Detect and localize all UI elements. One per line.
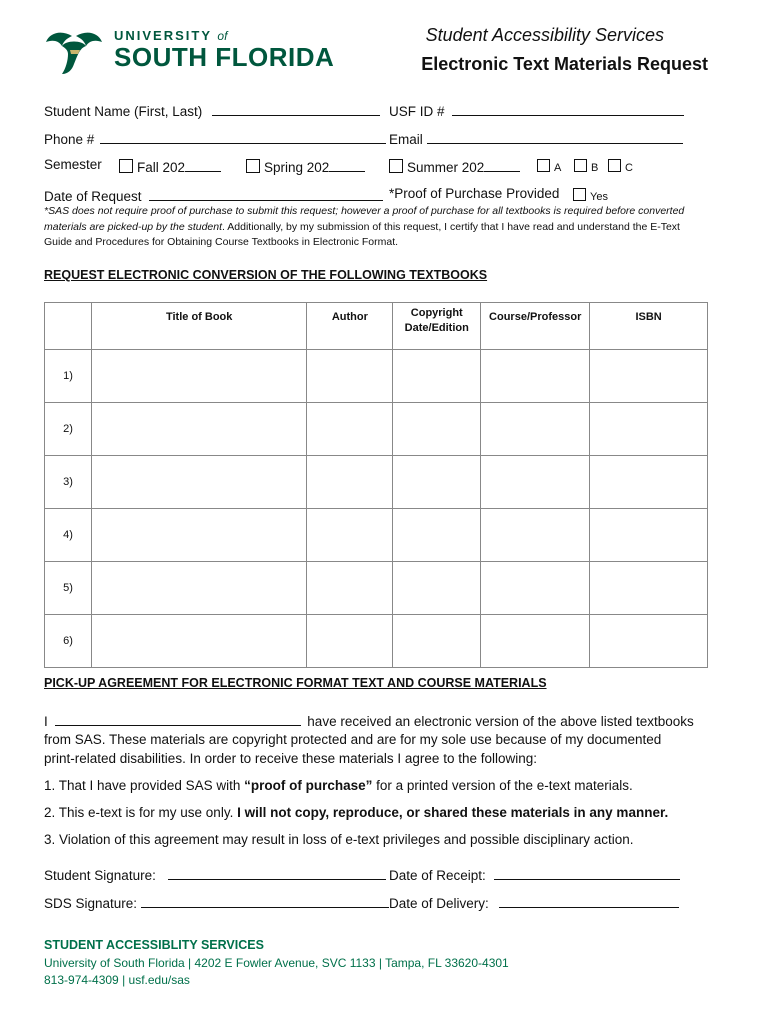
logo-south-florida-text: SOUTH FLORIDA: [114, 42, 335, 72]
semester-label: Semester: [44, 157, 102, 172]
copyright-cell[interactable]: [393, 456, 481, 509]
phone-row: [44, 129, 386, 147]
title-cell[interactable]: [91, 615, 307, 668]
usf-id-field[interactable]: [452, 101, 684, 116]
note-italic-text: *SAS does not require proof of purchase to submit this request; however a proof of purchase for all textbooks is required before converted materials are picked-up by the student: [44, 205, 685, 233]
spring-label: Spring 202: [264, 160, 330, 175]
isbn-cell[interactable]: [590, 509, 708, 562]
author-cell[interactable]: [307, 350, 393, 403]
isbn-cell[interactable]: [590, 350, 708, 403]
footer-contact: 813-974-4309 | usf.edu/sas: [44, 973, 190, 987]
table-row: [45, 562, 708, 615]
intro-i: I: [44, 714, 48, 729]
student-signature-field[interactable]: [168, 865, 386, 880]
author-cell[interactable]: [307, 456, 393, 509]
summer-label: Summer 202: [407, 160, 485, 175]
spring-checkbox[interactable]: [246, 159, 260, 173]
usf-id-label: USF ID #: [389, 104, 445, 119]
phone-label: Phone #: [44, 132, 95, 147]
proof-of-purchase-row: [389, 186, 559, 201]
agreement-item-3: 3. Violation of this agreement may result in loss of e-text privileges and possible disciplinary action.: [44, 832, 634, 847]
proof-yes-checkbox[interactable]: [573, 188, 586, 201]
item2-bold: I will not copy, reproduce, or shared these materials in any manner.: [237, 805, 669, 820]
copyright-cell[interactable]: [393, 350, 481, 403]
pickup-section-heading: PICK-UP AGREEMENT FOR ELECTRONIC FORMAT TEXT AND COURSE MATERIALS: [44, 676, 547, 690]
fall-year-field[interactable]: [185, 157, 221, 172]
session-b-label: B: [591, 162, 599, 174]
student-name-label: Student Name (First, Last): [44, 104, 203, 119]
date-of-receipt-row: [389, 865, 680, 883]
item2-text: 2. This e-text is for my use only.: [44, 805, 238, 820]
proof-of-purchase-label: *Proof of Purchase Provided: [389, 186, 560, 201]
date-of-receipt-label: Date of Receipt:: [389, 868, 486, 883]
row-number: 2): [45, 403, 92, 456]
col-header-isbn: ISBN: [590, 303, 708, 350]
intro-text: have received an electronic version of the above listed textbooks: [307, 714, 694, 729]
course-cell[interactable]: [481, 615, 590, 668]
sds-signature-row: [44, 893, 389, 911]
col-header-course: Course/Professor: [481, 303, 590, 350]
session-a-label: A: [554, 162, 562, 174]
email-field[interactable]: [427, 129, 683, 144]
table-row: [45, 456, 708, 509]
date-of-delivery-field[interactable]: [499, 893, 679, 908]
item1-text: 1. That I have provided SAS with: [44, 778, 245, 793]
summer-year-field[interactable]: [484, 157, 520, 172]
footer-org: STUDENT ACCESSIBLITY SERVICES: [44, 938, 264, 952]
author-cell[interactable]: [307, 615, 393, 668]
row-number: 6): [45, 615, 92, 668]
course-cell[interactable]: [481, 403, 590, 456]
isbn-cell[interactable]: [590, 403, 708, 456]
col-header-title: Title of Book: [91, 303, 307, 350]
fall-checkbox[interactable]: [119, 159, 133, 173]
footer-address: University of South Florida | 4202 E Fowler Avenue, SVC 1133 | Tampa, FL 33620-4301: [44, 956, 509, 970]
col-header-author: Author: [307, 303, 393, 350]
item1-bold: “proof of purchase”: [244, 778, 373, 793]
textbook-request-table: [44, 302, 708, 668]
logo-university-text: UNIVERSITY of: [114, 28, 228, 43]
col-header-number: [45, 303, 92, 350]
table-row: [45, 403, 708, 456]
phone-field[interactable]: [100, 129, 386, 144]
course-cell[interactable]: [481, 562, 590, 615]
row-number: 5): [45, 562, 92, 615]
course-cell[interactable]: [481, 456, 590, 509]
table-header-row: [45, 303, 708, 350]
date-of-request-label: Date of Request: [44, 189, 142, 204]
author-cell[interactable]: [307, 562, 393, 615]
proof-of-purchase-note: [44, 204, 704, 251]
form-title: Electronic Text Materials Request: [421, 54, 708, 74]
copyright-cell[interactable]: [393, 562, 481, 615]
copyright-cell[interactable]: [393, 615, 481, 668]
item1-text-end: for a printed version of the e-text materials.: [372, 778, 633, 793]
title-cell[interactable]: [91, 403, 307, 456]
pickup-intro-line2: from SAS. These materials are copyright protected and are for my sole use because of my documented: [44, 732, 662, 747]
title-cell[interactable]: [91, 456, 307, 509]
pickup-intro-line1: [44, 711, 694, 731]
course-cell[interactable]: [481, 509, 590, 562]
usf-id-row: [389, 101, 684, 119]
email-label: Email: [389, 132, 423, 147]
fall-option[interactable]: [119, 157, 221, 175]
author-cell[interactable]: [307, 403, 393, 456]
recipient-name-field[interactable]: [55, 711, 301, 726]
author-cell[interactable]: [307, 509, 393, 562]
sds-signature-label: SDS Signature:: [44, 896, 138, 911]
row-number: 1): [45, 350, 92, 403]
col-header-copyright: Copyright Date/Edition: [393, 303, 481, 350]
usf-logo: [44, 26, 335, 80]
email-row: [389, 129, 683, 147]
student-signature-row: [44, 865, 386, 883]
date-of-request-field[interactable]: [149, 186, 383, 201]
session-b-checkbox[interactable]: [574, 159, 587, 172]
agreement-item-2: [44, 803, 668, 822]
table-row: [45, 509, 708, 562]
student-name-row: [44, 101, 380, 119]
session-c-label: C: [625, 162, 633, 174]
table-row: [45, 615, 708, 668]
row-number: 4): [45, 509, 92, 562]
bull-horns-icon: [44, 28, 104, 76]
request-section-heading: REQUEST ELECTRONIC CONVERSION OF THE FOLLOWING TEXTBOOKS: [44, 268, 488, 282]
proof-yes-option[interactable]: [573, 188, 608, 203]
sds-signature-field[interactable]: [141, 893, 389, 908]
spring-year-field[interactable]: [329, 157, 365, 172]
fall-label: Fall 202: [137, 160, 186, 175]
copyright-cell[interactable]: [393, 509, 481, 562]
session-a-checkbox[interactable]: [537, 159, 550, 172]
pickup-intro-line3: print-related disabilities. In order to receive these materials I agree to the following:: [44, 751, 538, 766]
row-number: 3): [45, 456, 92, 509]
summer-session-c[interactable]: [608, 159, 633, 174]
date-of-request-row: [44, 186, 383, 204]
session-c-checkbox[interactable]: [608, 159, 621, 172]
agreement-item-1: [44, 776, 633, 795]
table-row: [45, 350, 708, 403]
summer-option[interactable]: [389, 157, 520, 175]
department-name: Student Accessibility Services: [425, 25, 664, 45]
summer-session-b[interactable]: [574, 159, 598, 174]
summer-session-a[interactable]: [537, 159, 561, 174]
date-of-delivery-row: [389, 893, 679, 911]
student-name-field[interactable]: [212, 101, 380, 116]
isbn-cell[interactable]: [590, 562, 708, 615]
title-cell[interactable]: [91, 562, 307, 615]
student-signature-label: Student Signature:: [44, 868, 156, 883]
course-cell[interactable]: [481, 350, 590, 403]
spring-option[interactable]: [246, 157, 365, 175]
copyright-cell[interactable]: [393, 403, 481, 456]
proof-yes-label: Yes: [590, 191, 608, 203]
title-cell[interactable]: [91, 350, 307, 403]
isbn-cell[interactable]: [590, 456, 708, 509]
note-text: . Additionally, by my submission of this request, I certify that I have read and understand the E-Text Guide and Procedures for Obtaining Course Textbooks in Electronic Format.: [44, 220, 680, 248]
title-cell[interactable]: [91, 509, 307, 562]
date-of-delivery-label: Date of Delivery:: [389, 896, 489, 911]
summer-checkbox[interactable]: [389, 159, 403, 173]
isbn-cell[interactable]: [590, 615, 708, 668]
date-of-receipt-field[interactable]: [494, 865, 680, 880]
